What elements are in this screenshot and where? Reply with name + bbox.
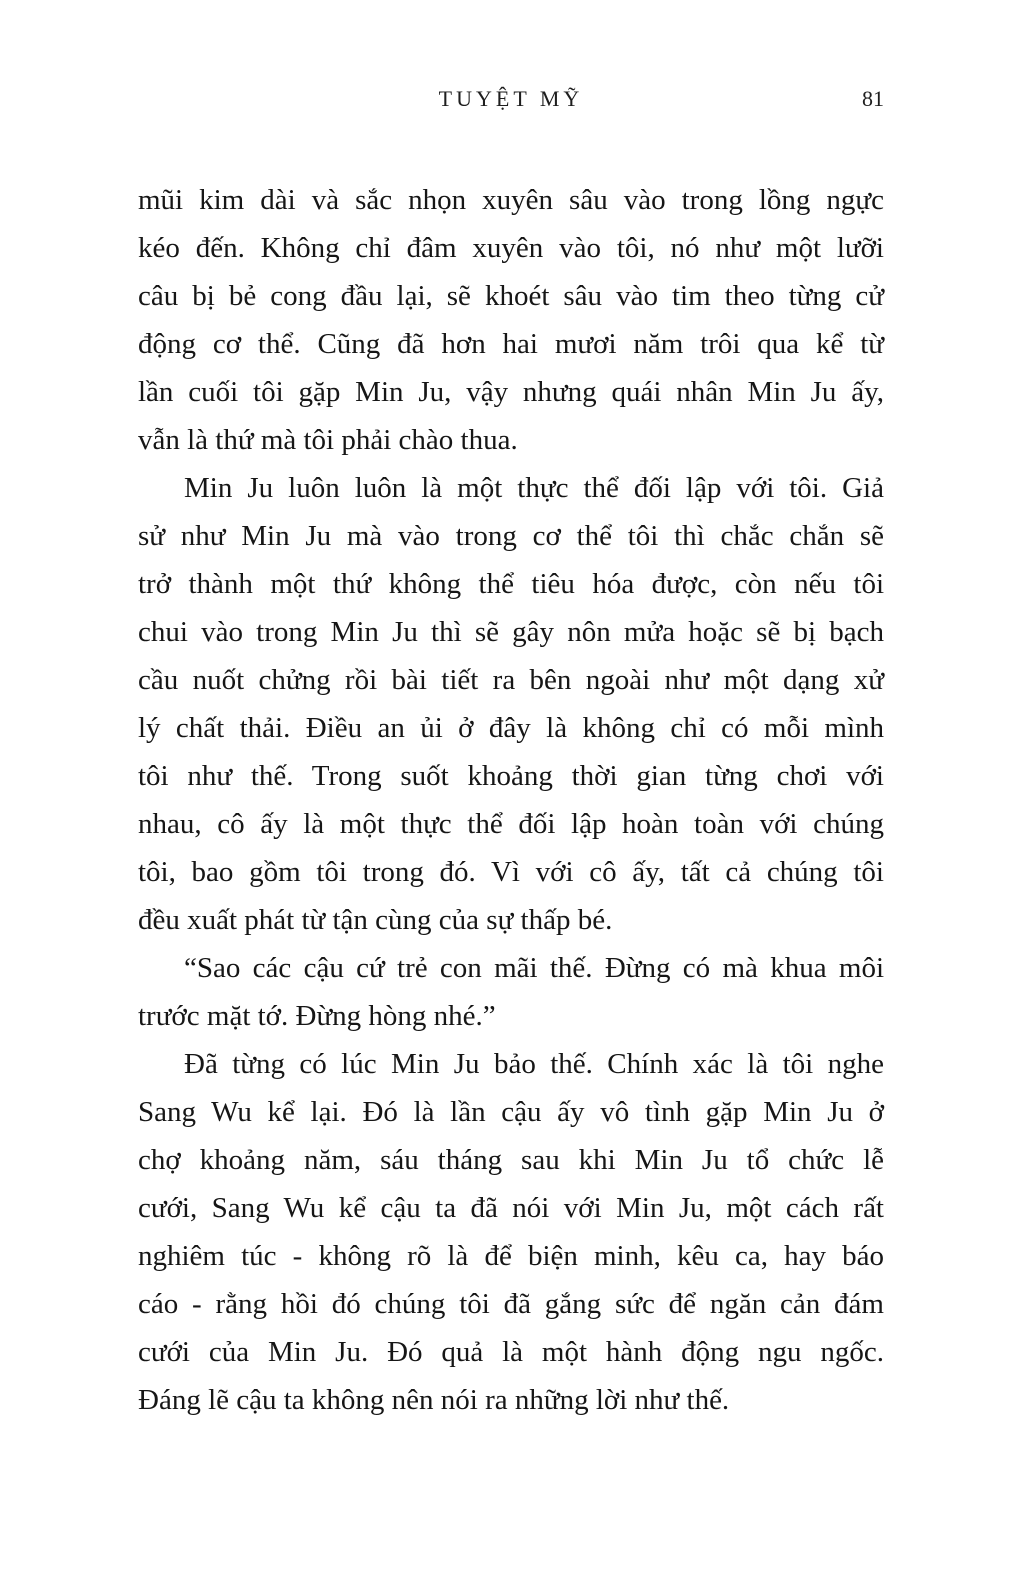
page-number: 81 (862, 86, 884, 111)
paragraph (138, 176, 884, 464)
text-line: Sang Wu kể lại. Đó là lần cậu ấy vô tình gặp Min Ju ở (138, 1096, 884, 1128)
text-line: kéo đến. Không chỉ đâm xuyên vào tôi, nó như một lưỡi (138, 232, 884, 264)
text-line: chợ khoảng năm, sáu tháng sau khi Min Ju tổ chức lễ (138, 1144, 884, 1176)
text-line: Min Ju luôn luôn là một thực thể đối lập với tôi. Giả (184, 472, 884, 504)
text-line: Đã từng có lúc Min Ju bảo thế. Chính xác là tôi nghe (184, 1048, 884, 1080)
paragraph (138, 464, 884, 944)
text-line: chui vào trong Min Ju thì sẽ gây nôn mửa hoặc sẽ bị bạch (138, 616, 884, 648)
text-line: “Sao các cậu cứ trẻ con mãi thế. Đừng có mà khua môi (184, 952, 884, 984)
text-line: câu bị bẻ cong đầu lại, sẽ khoét sâu vào tim theo từng cử (138, 280, 884, 312)
text-line: đều xuất phát từ tận cùng của sự thấp bé. (138, 904, 613, 936)
text-line: nhau, cô ấy là một thực thể đối lập hoàn toàn với chúng (138, 808, 884, 840)
running-title: TUYỆT MỸ (438, 86, 584, 111)
text-line: cáo - rằng hồi đó chúng tôi đã gắng sức để ngăn cản đám (138, 1288, 884, 1320)
text-line: cầu nuốt chửng rồi bài tiết ra bên ngoài như một dạng xử (138, 664, 884, 696)
text-line: mũi kim dài và sắc nhọn xuyên sâu vào trong lồng ngực (138, 184, 884, 216)
paragraph (138, 1040, 884, 1424)
text-line: tôi, bao gồm tôi trong đó. Vì với cô ấy, tất cả chúng tôi (138, 856, 884, 888)
text-line: vẫn là thứ mà tôi phải chào thua. (138, 424, 518, 456)
text-line: lần cuối tôi gặp Min Ju, vậy nhưng quái nhân Min Ju ấy, (138, 376, 884, 408)
page-body (138, 176, 884, 1424)
paragraph (138, 944, 884, 1040)
page-header (138, 86, 884, 116)
text-line: trước mặt tớ. Đừng hòng nhé.” (138, 1000, 496, 1032)
text-line: cưới của Min Ju. Đó quả là một hành động ngu ngốc. (138, 1336, 884, 1368)
text-line: tôi như thế. Trong suốt khoảng thời gian từng chơi với (138, 760, 884, 792)
text-line: động cơ thể. Cũng đã hơn hai mươi năm trôi qua kể từ (138, 328, 884, 360)
text-line: Đáng lẽ cậu ta không nên nói ra những lời như thế. (138, 1384, 730, 1416)
text-line: nghiêm túc - không rõ là để biện minh, kêu ca, hay báo (138, 1240, 884, 1272)
text-line: sử như Min Ju mà vào trong cơ thể tôi thì chắc chắn sẽ (138, 520, 884, 552)
text-line: trở thành một thứ không thể tiêu hóa được, còn nếu tôi (138, 568, 884, 600)
text-line: lý chất thải. Điều an ủi ở đây là không chỉ có mỗi mình (138, 712, 884, 744)
text-line: cưới, Sang Wu kể cậu ta đã nói với Min Ju, một cách rất (138, 1192, 884, 1224)
